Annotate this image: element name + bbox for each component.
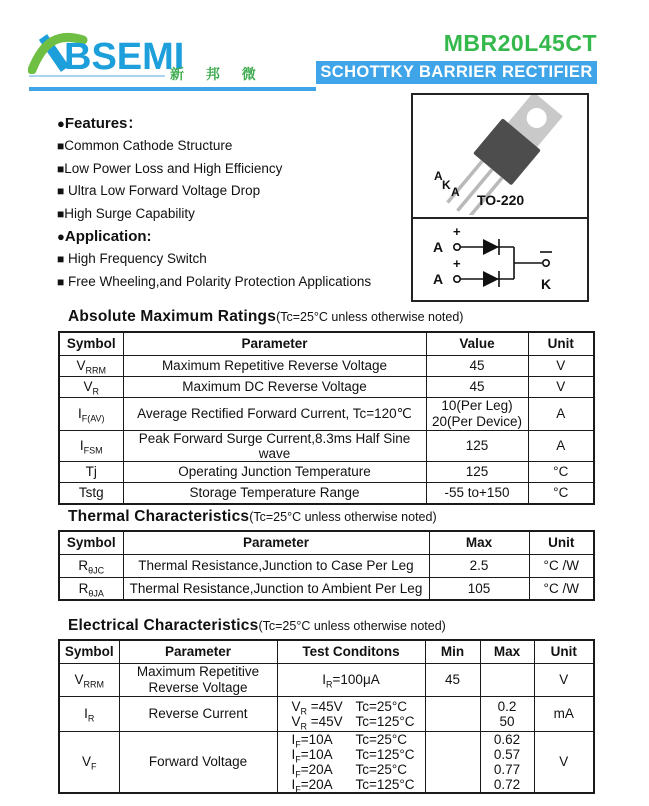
test-condition-cell: $I_R=100\mu A$ — [277, 663, 425, 696]
symbol-cell: $I_{F(AV)}$ — [59, 397, 123, 430]
min-cell — [425, 731, 480, 793]
circuit-diagram-panel — [413, 219, 587, 300]
symbol-cell: $V_R$ — [59, 376, 123, 397]
electrical-characteristics-table — [58, 639, 595, 794]
bullet-icon: ● — [57, 116, 65, 131]
feature-item: ■High Surge Capability — [57, 205, 195, 221]
application-item: ■ High Frequency Switch — [57, 251, 207, 266]
value-cell: 125 — [426, 430, 528, 461]
max-cell: 2.5 — [429, 554, 529, 577]
anode-label: A — [433, 239, 444, 255]
parameter-cell: Average Rectified Forward Current, Tc=120℃ — [123, 397, 426, 430]
column-header: Symbol — [59, 640, 119, 663]
application-item: ■ Free Wheeling,and Polarity Protection Applications — [57, 273, 372, 289]
column-header: Parameter — [123, 332, 426, 355]
product-family-banner: SCHOTTKY BARRIER RECTIFIER — [316, 61, 597, 84]
unit-cell: °C /W — [529, 577, 594, 600]
parameter-cell: Maximum DC Reverse Voltage — [123, 376, 426, 397]
table-row — [59, 577, 594, 600]
test-condition-cell: $V_R =45V$ Tc=25°C $V_R =45V$ Tc=125°C — [277, 696, 425, 731]
unit-cell: °C /W — [529, 554, 594, 577]
column-header: Max — [480, 640, 534, 663]
unit-cell: V — [534, 663, 594, 696]
square-bullet-icon: ■ — [57, 184, 65, 198]
parameter-cell: Thermal Resistance,Junction to Case Per Leg — [123, 554, 429, 577]
unit-cell: V — [534, 731, 594, 793]
parameter-cell: Peak Forward Surge Current,8.3ms Half Sine wave — [123, 430, 426, 461]
parameter-cell: Storage Temperature Range — [123, 482, 426, 504]
max-cell: 0.62 0.57 0.77 0.72 — [480, 731, 534, 793]
table-row — [59, 731, 594, 793]
unit-cell: mA — [534, 696, 594, 731]
anode-label: A — [433, 271, 444, 287]
column-header: Max — [429, 531, 529, 554]
thermal-characteristics-table — [58, 530, 595, 601]
column-header: Unit — [529, 531, 594, 554]
bullet-icon: ● — [57, 229, 65, 244]
symbol-cell: $R_{\theta JC}$ — [59, 554, 123, 577]
parameter-cell: Forward Voltage — [119, 731, 277, 793]
part-number: MBR20L45CT — [443, 30, 597, 56]
column-header: Value — [426, 332, 528, 355]
diode-symbol — [483, 239, 499, 255]
abs-max-section-title: Absolute Maximum Ratings(Tc=25°C unless otherwise noted) — [68, 308, 464, 325]
symbol-cell: $I_R$ — [59, 696, 119, 731]
table-row — [59, 376, 594, 397]
feature-item: ■Low Power Loss and High Efficiency — [57, 160, 283, 176]
symbol-cell: $V_{RRM}$ — [59, 663, 119, 696]
logo-chinese-name: 新 邦 微 — [170, 66, 265, 82]
table-row — [59, 461, 594, 482]
dual-diode-circuit-diagram — [413, 219, 587, 300]
absolute-maximum-ratings-table — [58, 331, 595, 505]
value-cell: 10(Per Leg) 20(Per Device) — [426, 397, 528, 430]
electrical-section-title: Electrical Characteristics(Tc=25°C unless otherwise noted) — [68, 617, 446, 634]
package-photo-panel — [413, 95, 587, 219]
unit-cell: °C — [528, 461, 594, 482]
column-header: Symbol — [59, 531, 123, 554]
unit-cell: A — [528, 430, 594, 461]
parameter-cell: Operating Junction Temperature — [123, 461, 426, 482]
package-figure — [411, 93, 589, 302]
value-cell: 125 — [426, 461, 528, 482]
plus-label: + — [453, 256, 461, 271]
square-bullet-icon: ■ — [57, 252, 65, 266]
value-cell: -55 to+150 — [426, 482, 528, 504]
column-header: Symbol — [59, 332, 123, 355]
pin-label: A — [451, 185, 460, 199]
square-bullet-icon: ■ — [57, 274, 65, 289]
max-cell — [480, 663, 534, 696]
pin-label: K — [442, 178, 451, 192]
min-cell: 45 — [425, 663, 480, 696]
feature-item: ■ Ultra Low Forward Voltage Drop — [57, 183, 261, 198]
table-row — [59, 696, 594, 731]
max-cell: 105 — [429, 577, 529, 600]
parameter-cell: Maximum Repetitive Reverse Voltage — [119, 663, 277, 696]
max-cell: 0.2 50 — [480, 696, 534, 731]
symbol-cell: Tj — [59, 461, 123, 482]
parameter-cell: Reverse Current — [119, 696, 277, 731]
value-cell: 45 — [426, 376, 528, 397]
features-section — [57, 112, 422, 293]
symbol-cell: $V_{RRM}$ — [59, 355, 123, 376]
square-bullet-icon: ■ — [57, 206, 65, 221]
parameter-cell: Thermal Resistance,Junction to Ambient Per Leg — [123, 577, 429, 600]
unit-cell: V — [528, 355, 594, 376]
features-title: ●Features： — [57, 115, 143, 132]
table-row — [59, 482, 594, 504]
symbol-cell: $V_F$ — [59, 731, 119, 793]
table-row — [59, 430, 594, 461]
to220-package-drawing — [413, 95, 587, 215]
cathode-label: K — [541, 276, 552, 292]
package-name-label: TO-220 — [477, 192, 525, 208]
table-row — [59, 554, 594, 577]
column-header: Parameter — [119, 640, 277, 663]
test-condition-cell: $I_F=10A$ Tc=25°C $I_F=10A$ Tc=125°C $I_F=20A$ Tc=25°C $I_F=20A$ Tc=125°C — [277, 731, 425, 793]
min-cell — [425, 696, 480, 731]
diode-symbol — [483, 271, 499, 287]
column-header: Unit — [528, 332, 594, 355]
logo-underline-thin — [29, 75, 165, 77]
square-bullet-icon: ■ — [57, 139, 65, 153]
column-header: Unit — [534, 640, 594, 663]
value-cell: 45 — [426, 355, 528, 376]
application-title: ●Application: — [57, 228, 152, 245]
square-bullet-icon: ■ — [57, 161, 65, 176]
column-header: Test Conditons — [277, 640, 425, 663]
parameter-cell: Maximum Repetitive Reverse Voltage — [123, 355, 426, 376]
table-row — [59, 397, 594, 430]
symbol-cell: Tstg — [59, 482, 123, 504]
thermal-section-title: Thermal Characteristics(Tc=25°C unless otherwise noted) — [68, 508, 437, 525]
table-row — [59, 355, 594, 376]
symbol-cell: $I_{FSM}$ — [59, 430, 123, 461]
header-divider-line — [29, 87, 316, 91]
table-row — [59, 663, 594, 696]
unit-cell: A — [528, 397, 594, 430]
column-header: Min — [425, 640, 480, 663]
symbol-cell: $R_{\theta JA}$ — [59, 577, 123, 600]
unit-cell: V — [528, 376, 594, 397]
feature-item: ■Common Cathode Structure — [57, 138, 233, 153]
logo-wordmark: BSEMI — [64, 36, 185, 74]
pin-label: A — [434, 169, 443, 183]
plus-label: + — [453, 224, 461, 239]
unit-cell: °C — [528, 482, 594, 504]
column-header: Parameter — [123, 531, 429, 554]
